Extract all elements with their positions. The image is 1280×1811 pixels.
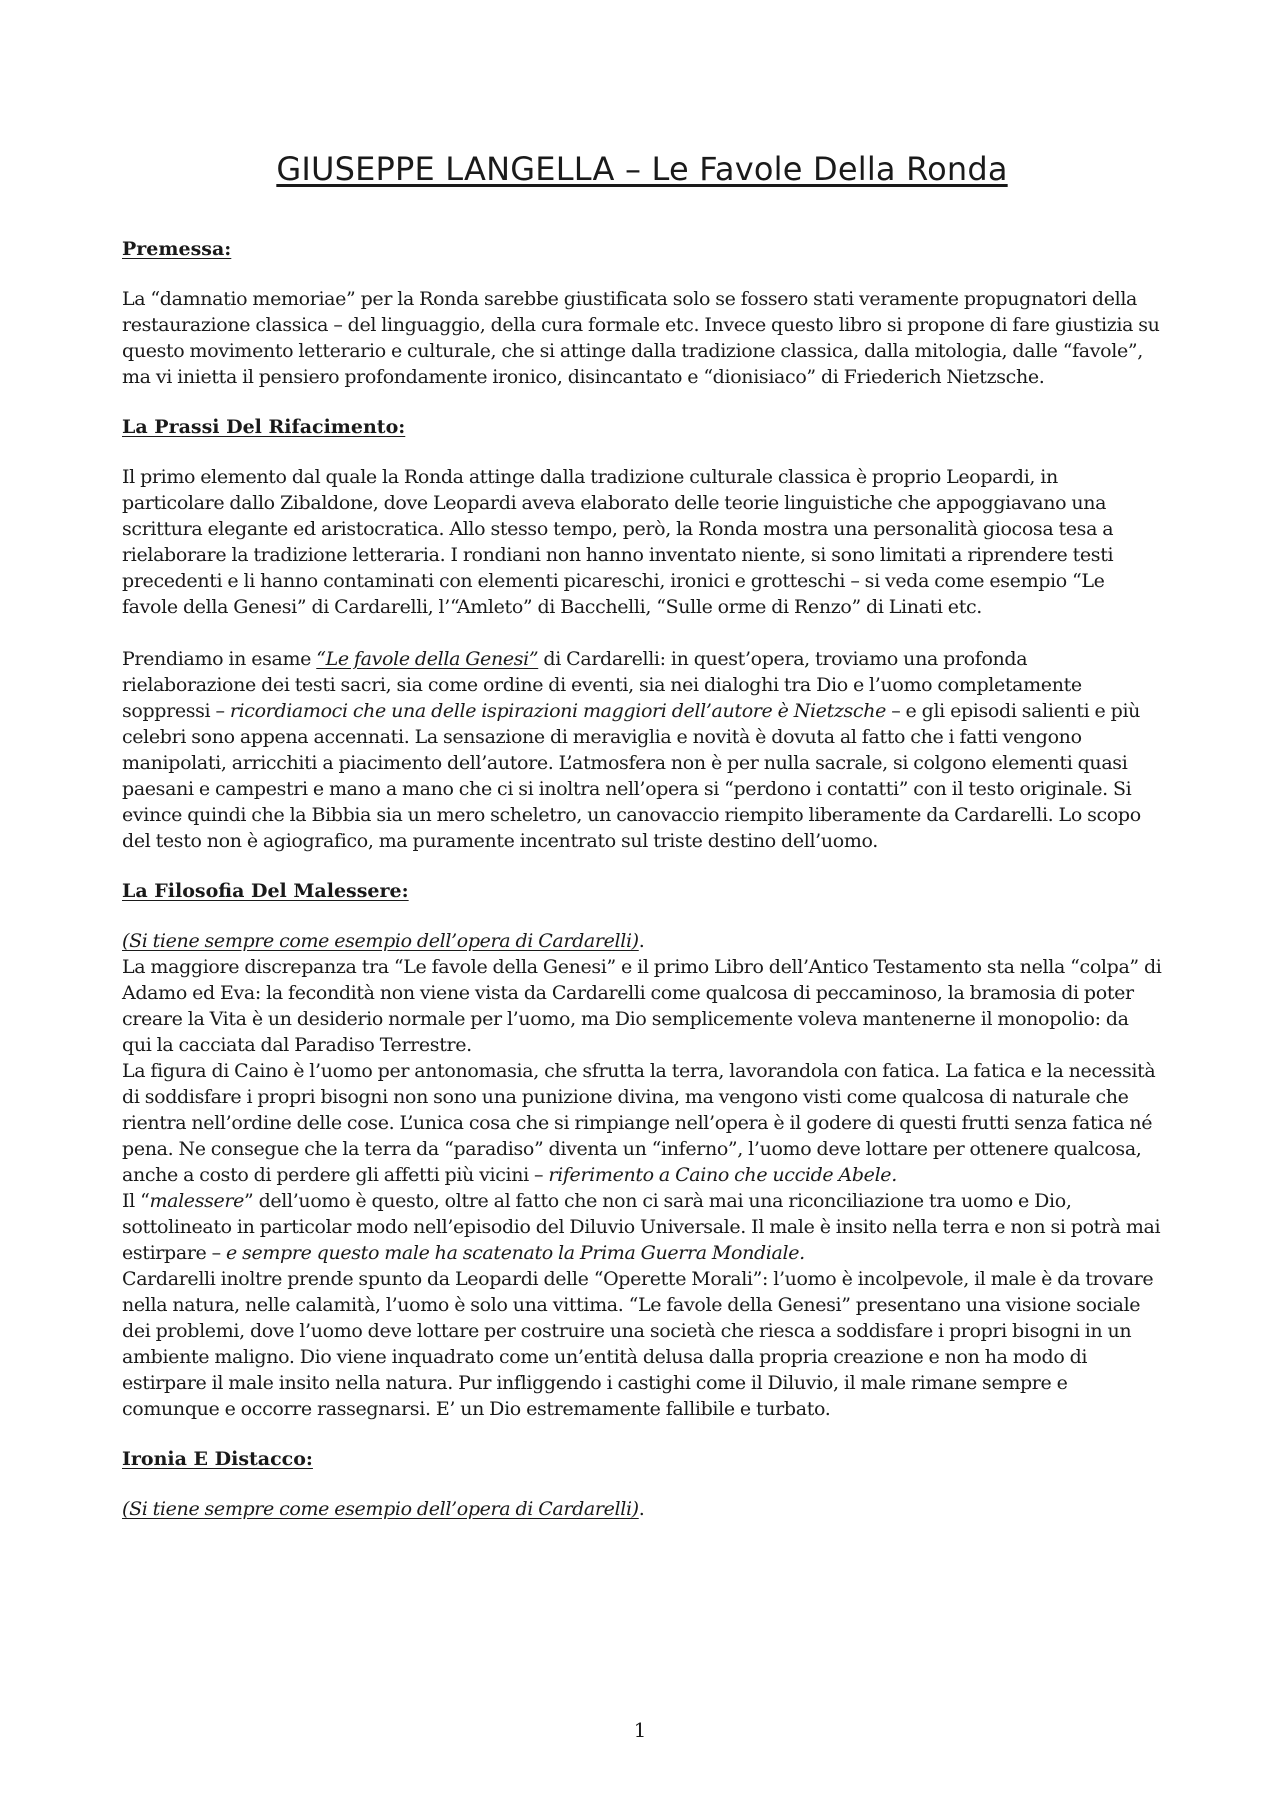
section-note-malessere (122, 928, 1162, 954)
document-title: GIUSEPPE LANGELLA – Le Favole Della Ronda (276, 150, 1008, 188)
paragraph-prassi-2 (122, 646, 1162, 854)
text-run: di Cardarelli: in quest’opera, troviamo una profonda rielaborazione dei testi sacri, sia come ordine di eventi, sia nei dialoghi tra Dio e l’uomo completamente soppressi – (122, 648, 1082, 722)
italic-aside: riferimento a Caino che uccide Abele. (548, 1164, 897, 1186)
section-heading-ironia: Ironia E Distacco: (122, 1448, 313, 1470)
note-text: (Si tiene sempre come esempio dell’opera di Cardarelli) (122, 1498, 639, 1520)
section-heading-premessa: Premessa: (122, 238, 232, 260)
section-premessa (122, 238, 1162, 390)
paragraph-malessere-4: Cardarelli inoltre prende spunto da Leopardi delle “Operette Morali”: l’uomo è incolpevole, il male è da trovare nella natura, nelle calamità, l’uomo è solo una vittima. “Le favole della Genesi” presentano una visione sociale dei problemi, dove l’uomo deve lottare per costruire una società che riesca a soddisfare i propri bisogni in un ambiente maligno. Dio viene inquadrato come un’entità delusa dalla propria creazione e non ha modo di estirpare il male insito nella natura. Pur infliggendo i castighi come il Diluvio, il male rimane sempre e comunque e occorre rassegnarsi. E’ un Dio estremamente fallibile e turbato. (122, 1268, 1154, 1420)
paragraph-premessa: La “damnatio memoriae” per la Ronda sarebbe giustificata solo se fossero stati veramente propugnatori della restaurazione classica – del linguaggio, della cura formale etc. Invece questo libro si propone di fare giustizia su questo movimento letterario e culturale, che si attinge dalla tradizione classica, dalla mitologia, dalle “favole”, ma vi inietta il pensiero profondamente ironico, disincantato e “dionisiaco” di Friederich Nietzsche. (122, 288, 1160, 388)
page-number: 1 (633, 1718, 647, 1742)
text-run: Prendiamo in esame (122, 648, 317, 670)
paragraph-malessere-3 (122, 1188, 1162, 1266)
section-heading-prassi: La Prassi Del Rifacimento: (122, 416, 406, 438)
text-run: La figura di Caino è l’uomo per antonomasia, che sfrutta la terra, lavorandola con fatica. La fatica e la necessità di soddisfare i propri bisogni non sono una punizione divina, ma vengono visti come qualcosa di naturale che rientra nell’ordine delle cose. L’unica cosa che si rimpiange nell’opera è il godere di questi frutti senza fatica né pena. Ne consegue che la terra da “paradiso” diventa un “inferno”, l’uomo deve lottare per ottenere qualcosa, anche a costo di perdere gli affetti più vicini – (122, 1060, 1156, 1186)
text-run: ” dell’uomo è questo, oltre al fatto che non ci sarà mai una riconciliazione tra uomo e Dio, sottolineato in particolar modo nell’episodio del Diluvio Universale. Il male è insito nella terra e non si potrà mai estirpare – (122, 1190, 1161, 1264)
paragraph-malessere-2 (122, 1058, 1162, 1188)
paragraph-prassi-1: Il primo elemento dal quale la Ronda attinge dalla tradizione culturale classica è proprio Leopardi, in particolare dallo Zibaldone, dove Leopardi aveva elaborato delle teorie linguistiche che appoggiavano una scrittura elegante ed aristocratica. Allo stesso tempo, però, la Ronda mostra una personalità giocosa tesa a rielaborare la tradizione letteraria. I rondiani non hanno inventato niente, si sono limitati a riprendere testi precedenti e li hanno contaminati con elementi picareschi, ironici e grotteschi – si veda come esempio “Le favole della Genesi” di Cardarelli, l’“Amleto” di Bacchelli, “Sulle orme di Renzo” di Linati etc. (122, 466, 1114, 618)
italic-aside: e sempre questo male ha scatenato la Prima Guerra Mondiale. (226, 1242, 805, 1264)
paragraph-malessere-1: La maggiore discrepanza tra “Le favole della Genesi” e il primo Libro dell’Antico Testamento sta nella “colpa” di Adamo ed Eva: la fecondità non viene vista da Cardarelli come qualcosa di peccaminoso, la bramosia di poter creare la Vita è un desiderio normale per l’uomo, ma Dio semplicemente voleva mantenerne il monopolio: da qui la cacciata dal Paradiso Terrestre. (122, 956, 1162, 1056)
note-end: . (638, 1498, 645, 1520)
section-heading-malessere: La Filosofia Del Malessere: (122, 880, 409, 902)
section-prassi (122, 416, 1162, 854)
section-note-ironia (122, 1496, 1162, 1522)
section-ironia (122, 1448, 1162, 1522)
italic-aside: ricordiamoci che una delle ispirazioni maggiori dell’autore è Nietzsche (229, 700, 887, 722)
text-run: Il “ (122, 1190, 150, 1212)
document-body (122, 150, 1162, 1522)
note-text: (Si tiene sempre come esempio dell’opera di Cardarelli) (122, 930, 639, 952)
work-title-favole-genesi: “Le favole della Genesi” (316, 648, 539, 670)
italic-term: malessere (149, 1190, 245, 1212)
text-run: – e gli episodi salienti e più celebri sono appena accennati. La sensazione di meraviglia e novità è dovuta al fatto che i fatti vengono manipolati, arricchiti a piacimento dell’autore. L’atmosfera non è per nulla sacrale, si colgono elementi quasi paesani e campestri e mano a mano che ci si inoltra nell’opera si “perdono i contatti” con il testo originale. Si evince quindi che la Bibbia sia un mero scheletro, un canovaccio riempito liberamente da Cardarelli. Lo scopo del testo non è agiografico, ma puramente incentrato sul triste destino dell’uomo. (122, 700, 1141, 852)
note-end: . (638, 930, 645, 952)
section-malessere (122, 880, 1162, 1422)
